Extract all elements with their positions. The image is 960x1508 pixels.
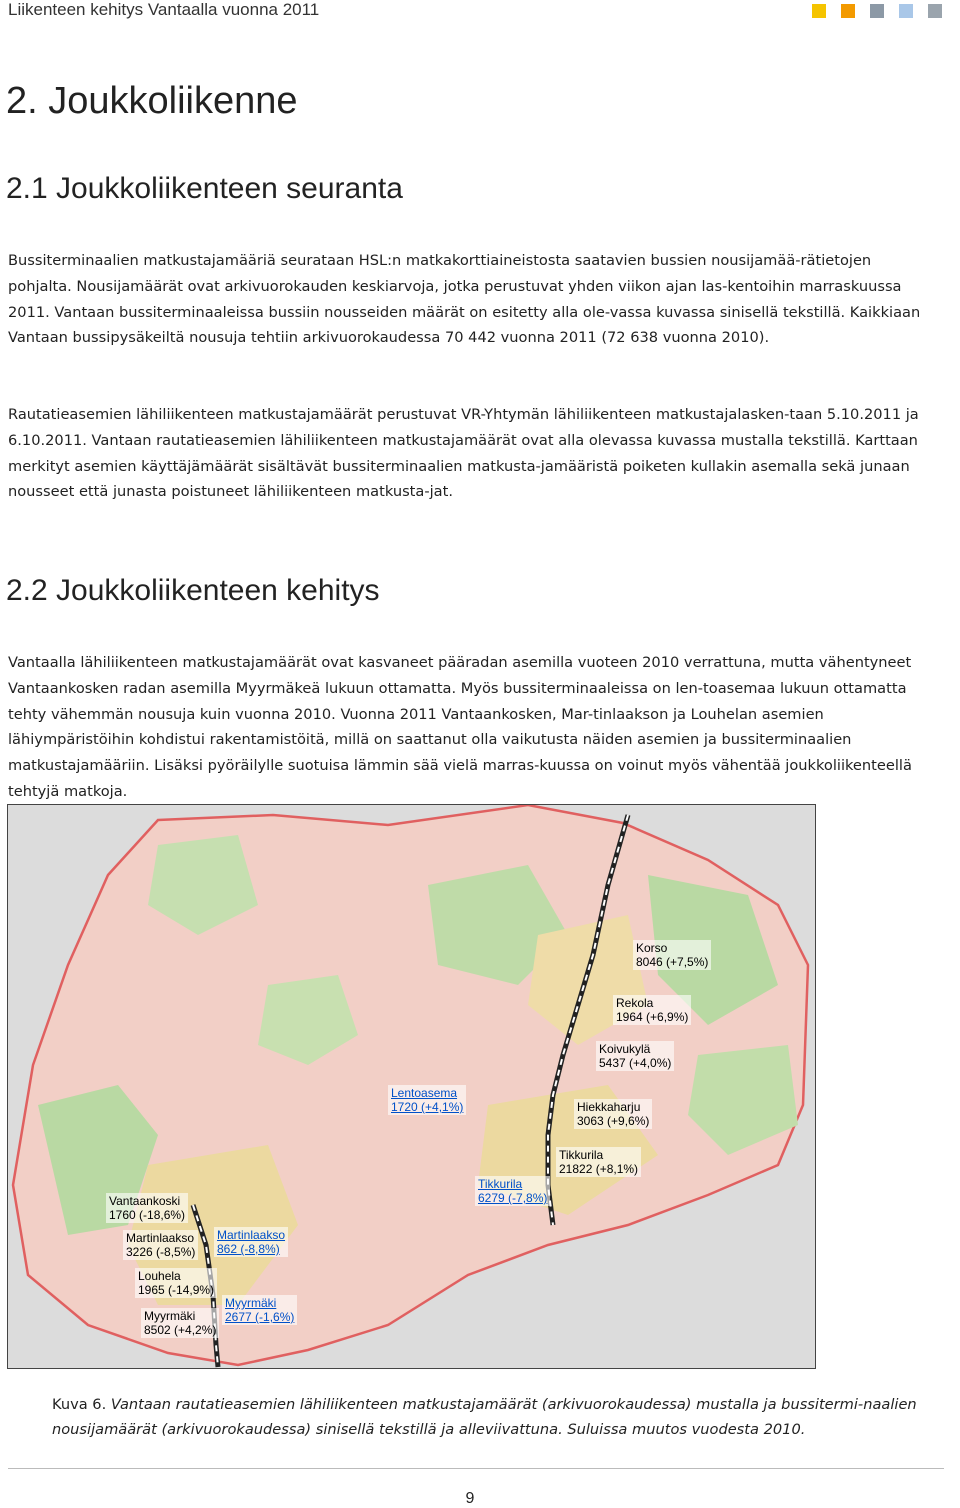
station-value: 8502 (+4,2%) [144, 1323, 217, 1337]
footer-divider [8, 1468, 944, 1469]
station-value: 8046 (+7,5%) [636, 955, 709, 969]
bus-terminal-label-tikkurila [475, 1176, 550, 1206]
subsection-heading-seuranta: 2.1 Joukkoliikenteen seuranta [6, 172, 403, 205]
header-square [870, 4, 884, 18]
terminal-name: Tikkurila [478, 1177, 523, 1191]
station-label-vantaankoski [106, 1193, 188, 1223]
station-name: Rekola [616, 996, 654, 1010]
station-label-rekola [613, 995, 691, 1025]
bus-terminal-label-myyrmaki [222, 1295, 297, 1325]
station-label-louhela [135, 1268, 217, 1298]
paragraph-kehitys: Vantaalla lähiliikenteen matkustajamäärät ovat kasvaneet pääradan asemilla vuoteen 2010 verrattuna, mutta vähentyneet Vantaankosken radan asemilla Myyrmäkeä lukuun ottamatta. Myös bussiterminaaleissa on len-toasemaa lukuun ottamatta tehty vähemmän nousuja kuin vuonna 2010. Vuonna 2011 Vantaankosken, Mar-tinlaakson ja Louhelan asemien lähiympäristöihin kohdistui rakentamistöitä, millä on saattanut olla vaikutusta näiden asemien ja bussiterminaalien matkustajamääriin. Lisäksi pyöräilylle suotuisa lämmin sää vielä marras-kuussa on voinut myös vähentää joukkoliikenteellä tehtyjä matkoja. [8, 654, 912, 800]
figure-caption [52, 1392, 952, 1442]
station-name: Louhela [138, 1269, 181, 1283]
terminal-name: Lentoasema [391, 1086, 458, 1100]
station-name: Koivukylä [599, 1042, 651, 1056]
station-name: Vantaankoski [109, 1194, 181, 1208]
station-name: Myyrmäki [144, 1309, 196, 1323]
header-square [899, 4, 913, 18]
station-value: 3226 (-8,5%) [126, 1245, 196, 1259]
station-label-myyrmaki [141, 1308, 219, 1338]
station-value: 21822 (+8,1%) [559, 1162, 639, 1176]
terminal-name: Martinlaakso [217, 1228, 286, 1242]
station-label-martinlaakso [123, 1230, 198, 1260]
station-value: 5437 (+4,0%) [599, 1056, 672, 1070]
section-heading: 2. Joukkoliikenne [6, 80, 298, 122]
station-label-hiekkaharju [574, 1099, 652, 1129]
station-name: Hiekkaharju [577, 1100, 641, 1114]
header-color-squares [812, 4, 942, 18]
station-value: 1964 (+6,9%) [616, 1010, 689, 1024]
terminal-name: Myyrmäki [225, 1296, 277, 1310]
caption-label: Kuva 6. [52, 1396, 107, 1413]
caption-text: Vantaan rautatieasemien lähiliikenteen matkustajamäärät (arkivuorokaudessa) mustalla ja bussitermi-naalien nousijamäärät (arkivuorokaudessa) sinisellä tekstillä ja alleviivattuna. Suluissa muutos vuodesta 2010. [52, 1396, 917, 1438]
bus-terminal-label-martinlaakso [214, 1227, 288, 1257]
station-label-tikkurila [556, 1147, 641, 1177]
terminal-value: 2677 (-1,6%) [225, 1310, 295, 1324]
terminal-value: 862 (-8,8%) [217, 1242, 280, 1256]
station-value: 1760 (-18,6%) [109, 1208, 186, 1222]
terminal-value: 1720 (+4,1%) [391, 1100, 464, 1114]
station-label-koivukyla [596, 1041, 674, 1071]
header-square [841, 4, 855, 18]
station-name: Tikkurila [559, 1148, 604, 1162]
header-square [928, 4, 942, 18]
station-name: Korso [636, 941, 668, 955]
station-map [7, 804, 816, 1369]
station-label-korso [633, 940, 711, 970]
running-header-title: Liikenteen kehitys Vantaalla vuonna 2011 [8, 0, 320, 19]
paragraph-seuranta-1: Bussiterminaalien matkustajamääriä seurataan HSL:n matkakorttiaineistosta saatavien bussien nousijamää-rätietojen pohjalta. Nousijamäärät ovat arkivuorokauden keskiarvoja, jotka perustuvat yhden viikon ajan las-kentoihin marraskuussa 2011. Vantaan bussiterminaaleissa bussiin nousseiden määrät on esitetty alla ole-vassa kuvassa sinisellä tekstillä. Kaikkiaan Vantaan bussipysäkeiltä nousuja tehtiin arkivuorokaudessa 70 442 vuonna 2011 (72 638 vuonna 2010). [8, 252, 921, 347]
station-value: 3063 (+9,6%) [577, 1114, 650, 1128]
subsection-heading-kehitys: 2.2 Joukkoliikenteen kehitys [6, 574, 380, 607]
station-name: Martinlaakso [126, 1231, 195, 1245]
terminal-value: 6279 (-7,8%) [478, 1191, 548, 1205]
paragraph-seuranta-2: Rautatieasemien lähiliikenteen matkustajamäärät perustuvat VR-Yhtymän lähiliikenteen matkustajalasken-taan 5.10.2011 ja 6.10.2011. Vantaan rautatieasemien lähiliikenteen matkustajamäärät ovat alla olevassa kuvassa mustalla tekstillä. Karttaan merkityt asemien käyttäjämäärät sisältävät bussiterminaalien matkusta-jamääristä poiketen kullakin asemalla sekä junaan nousseet että junasta poistuneet lähiliikenteen matkusta-jat. [8, 406, 919, 501]
header-square [812, 4, 826, 18]
bus-terminal-label-lentoasema [388, 1085, 466, 1115]
station-value: 1965 (-14,9%) [138, 1283, 215, 1297]
page-number: 9 [465, 1490, 475, 1507]
